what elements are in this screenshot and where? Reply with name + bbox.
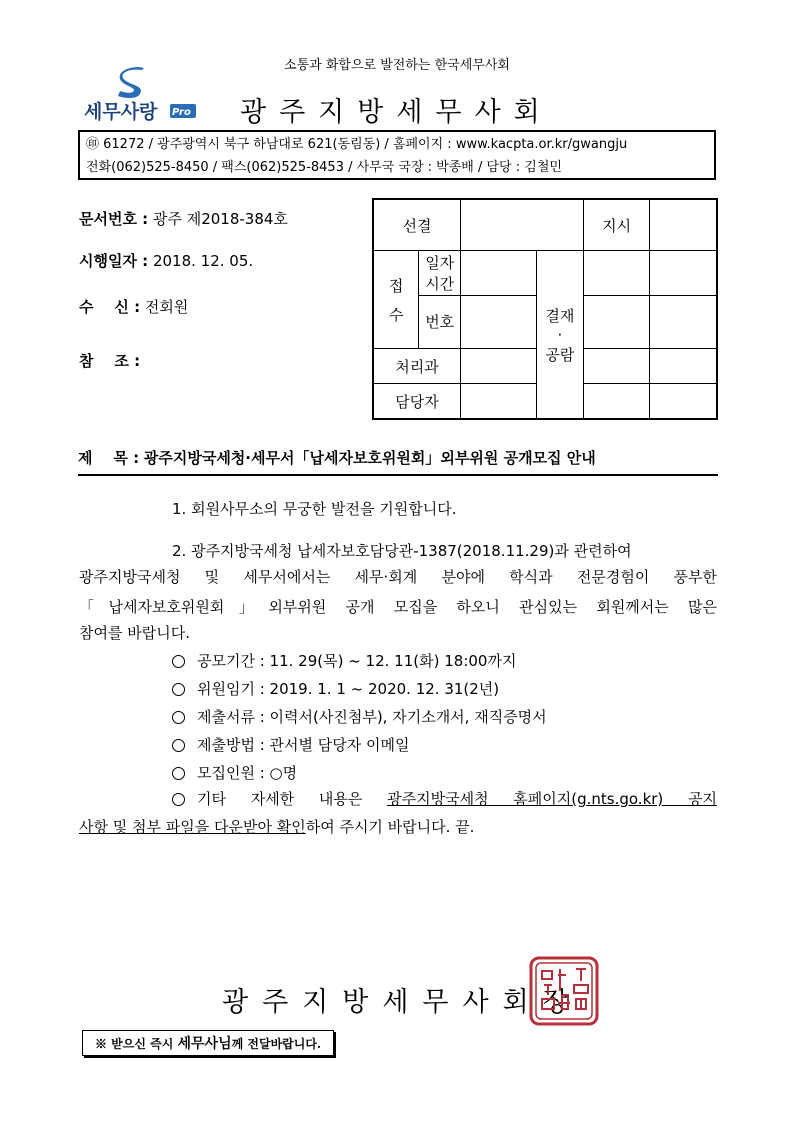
circle-bullet-icon [172,655,185,668]
reference [79,350,140,371]
notice-link-2: 사항 및 첨부 파일을 다운받아 확인 [79,818,306,836]
circle-bullet-icon [172,683,185,696]
jisi-label: 지시 [584,199,650,251]
recipient [79,296,188,317]
closing-line-1: 기타 자세한 내용은 광주지방국세청 홈페이지(g.nts.go.kr) 공지 [79,784,717,814]
official-seal [528,955,600,1027]
paragraph-2-line-1: 2. 광주지방국세청 납세자보호담당관-1387(2018.11.29)과 관련하여 [172,542,632,560]
recipient-label: 수 신 : [79,298,141,316]
list-item: 모집인원 : ○명 [172,762,297,783]
approval-table [372,198,718,420]
logo-pro: Pro [172,107,191,118]
seongyeol-label: 선결 [373,199,461,251]
logo-text: 세무사랑 [84,101,158,123]
ilja-label: 일자 시간 [419,251,461,295]
issue-date-value: 2018. 12. 05. [152,252,254,270]
beonho-label: 번호 [419,295,461,349]
list-item: 제출서류 : 이력서(사진첨부), 자기소개서, 재직증명서 [172,706,547,727]
subject [78,447,718,476]
list-item: 위원임기 : 2019. 1. 1 ~ 2020. 12. 31(2년) [172,678,499,699]
subject-label: 제 목 : [78,449,140,467]
closing-line-2: 사항 및 첨부 파일을 다운받아 확인하여 주시기 바랍니다. 끝. [79,818,475,836]
notice-link-1: 광주지방국세청 홈페이지(g.nts.go.kr) 공지 [387,790,717,808]
logo-s-icon [82,66,202,124]
jeopsu-label: 접 수 [373,251,419,349]
recipient-value: 전회원 [144,298,189,316]
circle-bullet-icon [172,767,185,780]
org-logo [82,66,202,124]
org-info-box [78,130,716,180]
doc-number [79,208,288,229]
cheorigwa-label: 처리과 [373,349,461,384]
circle-bullet-icon [172,739,185,752]
reference-label: 참 조 : [79,352,141,370]
circle-bullet-icon [172,711,185,724]
slogan: 소통과 화합으로 발전하는 한국세무사회 [284,58,510,73]
signer: 광주지방세무사회장 [222,987,583,1018]
org-title: 광주지방세무사회 [240,97,553,128]
paragraph-2-line-4: 참여를 바랍니다. [79,624,190,642]
issue-date-label: 시행일자 : [79,252,149,270]
address-line: ㊞ 61272 / 광주광역시 북구 하남대로 621(동림동) / 홈페이지 : www.kacpta.or.kr/gwangju [86,137,628,152]
seal-stamp-icon [528,955,600,1027]
list-item: 공모기간 : 11. 29(목) ~ 12. 11(화) 18:00까지 [172,650,516,671]
doc-number-label: 문서번호 : [79,210,149,228]
doc-number-value: 광주 제2018-384호 [152,210,288,228]
paragraph-1: 1. 회원사무소의 무궁한 발전을 기원합니다. [172,500,457,518]
damdangja-label: 담당자 [373,384,461,419]
issue-date [79,250,253,271]
paragraph-2-line-3: 「납세자보호위원회」외부위원 공개 모집을 하오니 관심있는 회원께서는 많은 [79,598,717,616]
gyeoljae-label: 결재 · 공람 [536,251,584,419]
forward-notice: ※ 받으신 즉시 세무사님께 전달바랍니다. [82,1030,334,1056]
contact-line: 전화(062)525-8450 / 팩스(062)525-8453 / 사무국 국장 : 박종배 / 담당 : 김철민 [86,160,562,175]
list-item: 제출방법 : 관서별 담당자 이메일 [172,734,410,755]
subject-text: 광주지방국세청·세무서「납세자보호위원회」외부위원 공개모집 안내 [143,449,596,467]
circle-bullet-icon [172,793,185,806]
paragraph-2-line-2: 광주지방국세청 및 세무서에서는 세무·회계 분야에 학식과 전문경험이 풍부한 [79,568,717,586]
